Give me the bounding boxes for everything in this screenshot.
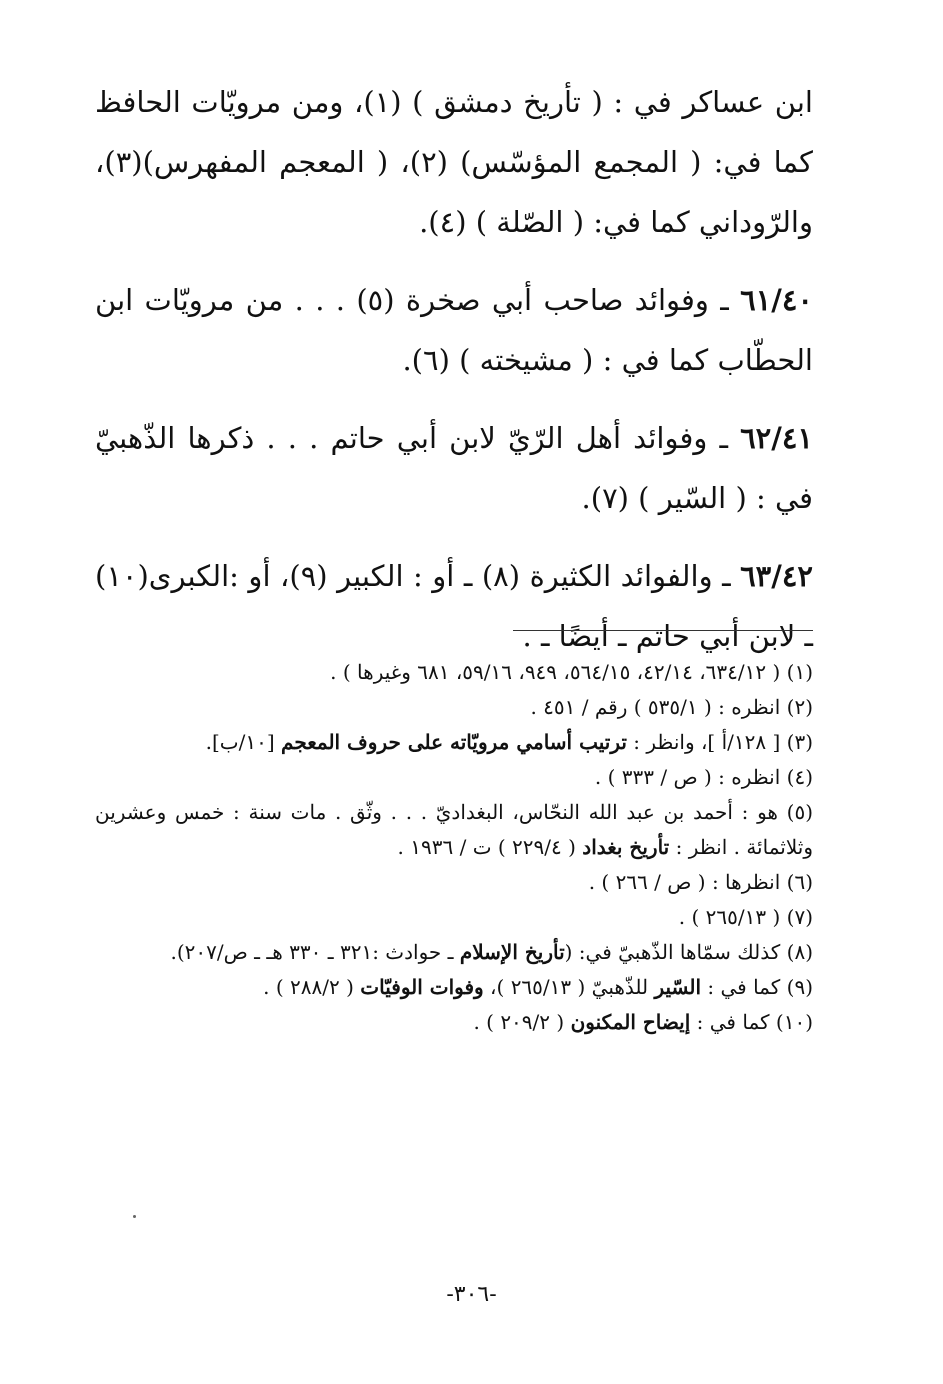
footnote-5: [95, 795, 813, 865]
footnote-10-title: إيضاح المكنون: [570, 1010, 691, 1034]
entry-61-text: ـ وفوائد صاحب أبي صخرة (٥) . . . من مرويّات ابن الحطّاب كما في : ( مشيخته ) (٦).: [95, 283, 813, 377]
footnotes: [95, 655, 813, 1040]
entry-62: [95, 408, 813, 528]
footnote-3-pre: (٣) [ ١٢٨/أ ]، وانظر :: [626, 730, 813, 754]
footnote-9-post: ( ٢٨٨/٢ ) .: [263, 975, 361, 999]
footnote-5-post: ( ٢٢٩/٤ ) ت / ١٩٣٦ .: [397, 835, 583, 859]
footnote-7: (٧) ( ٢٦٥/١٣ ) .: [678, 905, 813, 929]
main-text: [95, 72, 813, 684]
entry-63-number: ٦٣/٤٢: [740, 559, 813, 593]
footnote-9-mid: للذّهبيّ ( ٢٦٥/١٣ )،: [483, 975, 655, 999]
scan-speck: [133, 1215, 136, 1218]
footnote-3: [95, 725, 813, 760]
footnote-9-title-1: السّير: [654, 975, 702, 999]
footnote-8-title: تأريخ الإسلام: [459, 940, 565, 964]
entry-62-number: ٦٢/٤١: [740, 421, 813, 455]
footnote-9-title-2: وفوات الوفيّات: [360, 975, 484, 999]
footnote-9-pre: (٩) كما في :: [701, 975, 813, 999]
footnote-8-pre: (٨) كذلك سمّاها الذّهبيّ في: (: [564, 940, 813, 964]
footnote-10-post: ( ٢٠٩/٢ ) .: [473, 1010, 571, 1034]
footnote-6: (٦) انظرها : ( ص / ٢٦٦ ) .: [588, 870, 813, 894]
footnote-3-title: ترتيب أسامي مرويّاته على حروف المعجم: [281, 730, 627, 754]
entry-61-number: ٦١/٤٠: [740, 283, 813, 317]
entry-62-text: ـ وفوائد أهل الرّيّ لابن أبي حاتم . . . ذكرها الذّهبيّ في : ( السّير ) (٧).: [95, 421, 813, 515]
footnote-3-post: [١٠/ب].: [205, 730, 282, 754]
page-number: -٣٠٦-: [446, 1282, 497, 1307]
footnote-separator: [513, 630, 813, 631]
footnote-5-title: تأريخ بغداد: [582, 835, 670, 859]
entry-63-text: ـ والفوائد الكثيرة (٨) ـ أو : الكبير (٩)، أو :الكبرى(١٠) ـ لابن أبي حاتم ـ أيضًا ـ .: [95, 559, 813, 653]
footnote-4: (٤) انظره : ( ص / ٣٣٣ ) .: [594, 765, 813, 789]
paragraph-1: [95, 72, 813, 252]
footnote-8: [95, 935, 813, 970]
footnote-1: (١) ( ٦٣٤/١٢، ٤٢/١٤، ٥٦٤/١٥، ٩٤٩، ٥٩/١٦، ٦٨١ وغيرها ) .: [330, 660, 813, 684]
entry-61: [95, 270, 813, 390]
footnote-2: (٢) انظره : ( ٥٣٥/١ ) رقم / ٤٥١ .: [530, 695, 813, 719]
entry-63: [95, 546, 813, 666]
footnote-10: [95, 1005, 813, 1040]
footnote-5-pre: (٥) هو : أحمد بن عبد الله النحّاس، البغداديّ . . . وثّق . مات سنة : خمس وعشرين وثلاثمائة . انظر :: [95, 800, 813, 859]
footnote-10-pre: (١٠) كما في :: [690, 1010, 813, 1034]
paragraph-1-text: ابن عساكر في : ( تأريخ دمشق ) (١)، ومن مرويّات الحافظ كما في: ( المجمع المؤسّس) (٢)، ( المعجم المفهرس)(٣)، والرّوداني كما في: ( الصّلة ) (٤).: [95, 85, 813, 239]
footnote-8-post: ـ حوادث :٣٢١ ـ ٣٣٠ هـ ـ ص/٢٠٧).: [170, 940, 460, 964]
footnote-9: [95, 970, 813, 1005]
